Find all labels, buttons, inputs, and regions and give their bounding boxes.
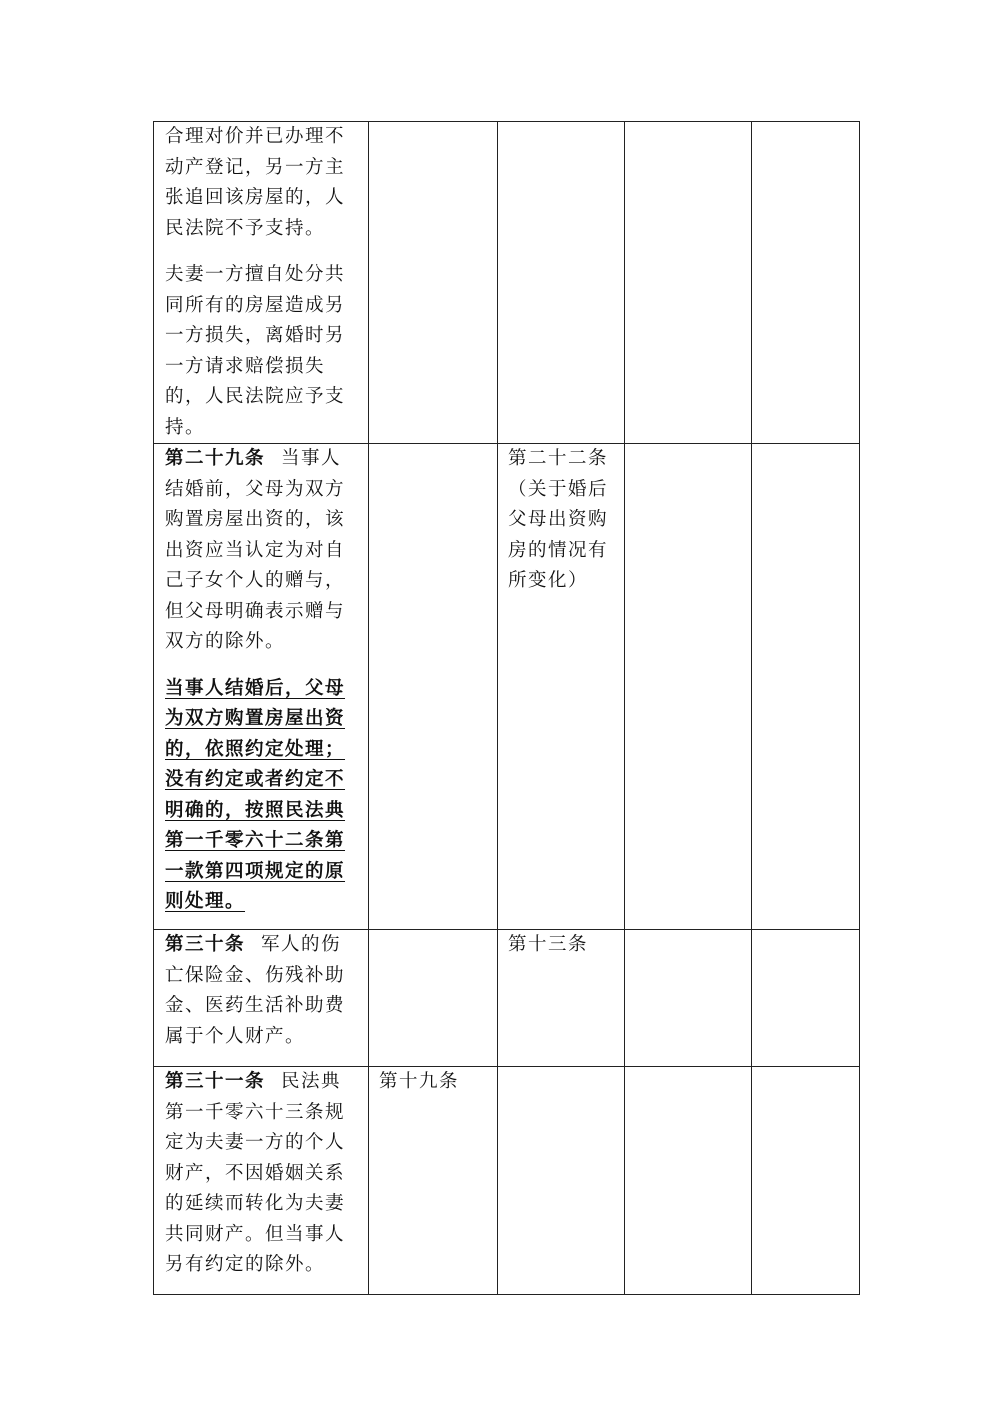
article-title: 第二十九条 xyxy=(165,448,266,469)
extra-cell-5 xyxy=(752,444,860,930)
extra-cell-4 xyxy=(625,930,752,1067)
law-cell xyxy=(154,930,369,1067)
extra-cell-5 xyxy=(752,930,860,1067)
old-interpretation-2-cell xyxy=(498,122,625,444)
extra-cell-5 xyxy=(752,122,860,444)
old-interpretation-1-cell xyxy=(369,122,498,444)
table-row xyxy=(154,444,860,930)
law-paragraph: 合理对价并已办理不动产登记，另一方主张追回该房屋的，人民法院不予支持。 xyxy=(165,126,346,239)
article-title: 第三十条 xyxy=(165,934,246,955)
table-row xyxy=(154,1067,860,1295)
extra-cell-4 xyxy=(625,444,752,930)
law-cell xyxy=(154,122,369,444)
law-paragraph xyxy=(165,1067,360,1281)
article-text: 民法典第一千零六十三条规定为夫妻一方的个人财产，不因婚姻关系的延续而转化为夫妻共同财产。但当事人另有约定的除外。 xyxy=(165,1071,346,1275)
article-text: 当事人结婚前，父母为双方购置房屋出资的，该出资应当认定为对自己子女个人的赠与，但父母明确表示赠与双方的除外。 xyxy=(165,448,346,652)
table-row xyxy=(154,930,860,1067)
article-new-provision: 当事人结婚后，父母为双方购置房屋出资的，依照约定处理；没有约定或者约定不明确的，按照民法典第一千零六十二条第一款第四项规定的原则处理。 xyxy=(165,677,346,912)
law-paragraph: 夫妻一方擅自处分共同所有的房屋造成另一方损失，离婚时另一方请求赔偿损失的，人民法院应予支持。 xyxy=(165,264,346,438)
old-interpretation-2-cell: 第二十二条（关于婚后父母出资购房的情况有所变化） xyxy=(498,444,625,930)
article-title: 第三十一条 xyxy=(165,1071,266,1092)
old-interpretation-1-cell xyxy=(369,930,498,1067)
extra-cell-5 xyxy=(752,1067,860,1295)
law-cell xyxy=(154,1067,369,1295)
law-paragraph xyxy=(165,930,360,1052)
comparison-table xyxy=(153,121,860,1295)
extra-cell-4 xyxy=(625,1067,752,1295)
table-row xyxy=(154,122,860,444)
old-interpretation-2-cell xyxy=(498,1067,625,1295)
law-paragraph xyxy=(165,444,360,658)
old-interpretation-2-cell: 第十三条 xyxy=(498,930,625,1067)
old-interpretation-1-cell: 第十九条 xyxy=(369,1067,498,1295)
extra-cell-4 xyxy=(625,122,752,444)
law-cell xyxy=(154,444,369,930)
old-interpretation-1-cell xyxy=(369,444,498,930)
article-text: 军人的伤亡保险金、伤残补助金、医药生活补助费属于个人财产。 xyxy=(165,934,346,1047)
